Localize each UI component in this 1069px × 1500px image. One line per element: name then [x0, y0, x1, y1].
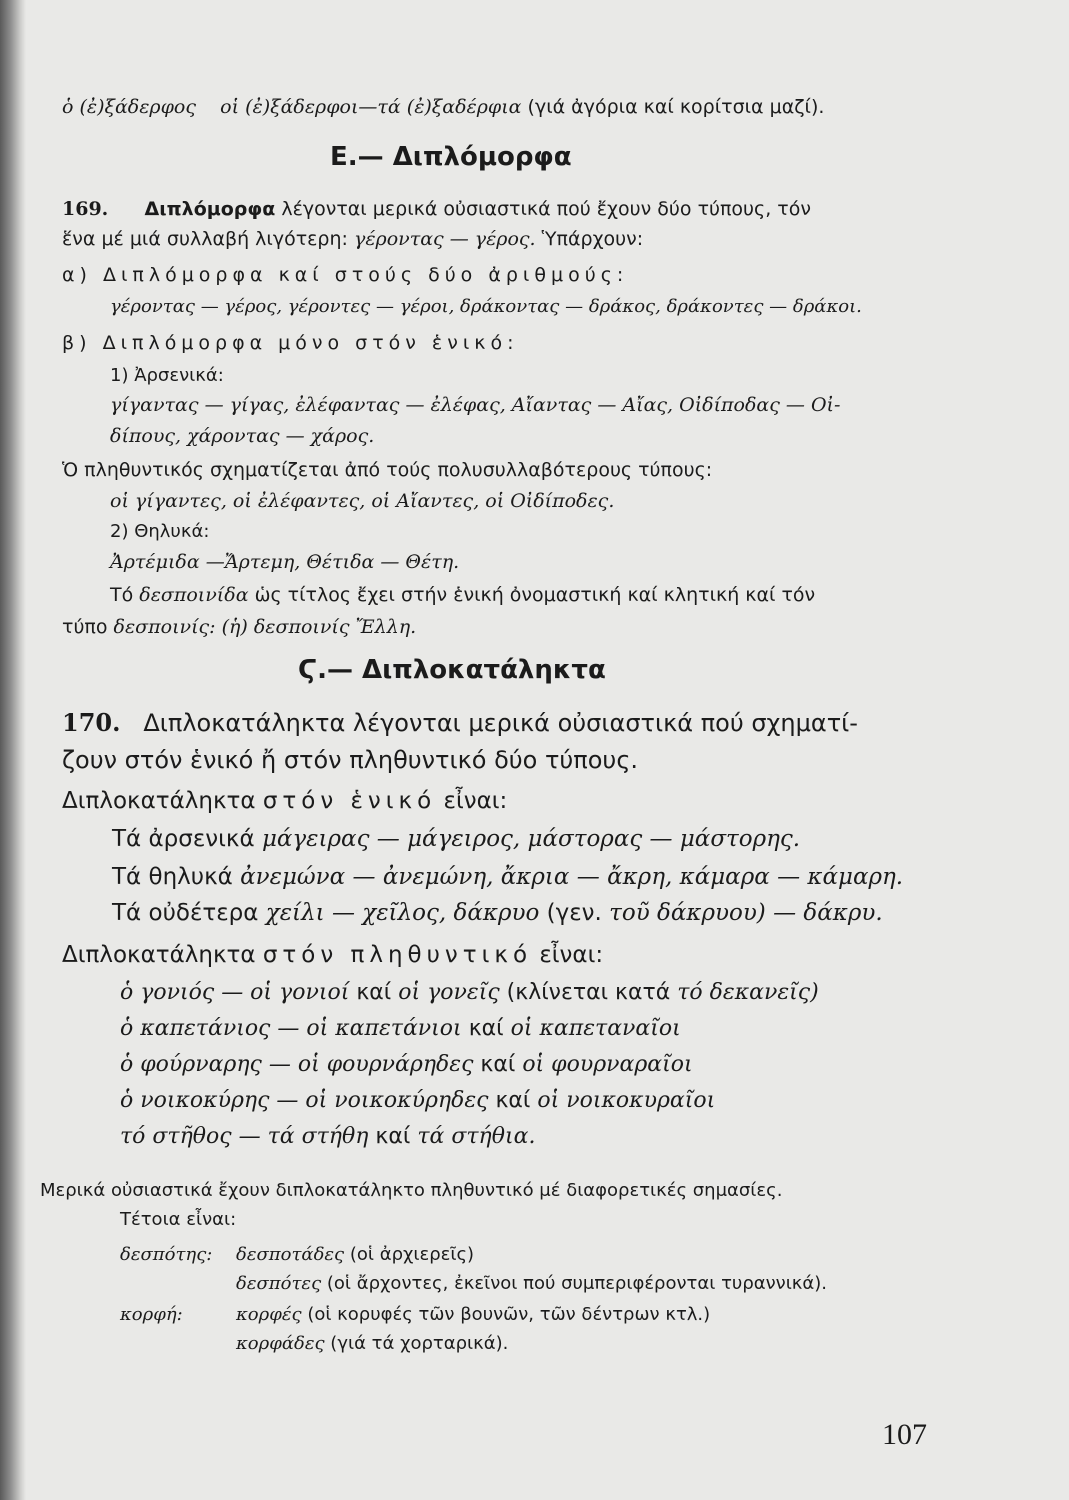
p170-pl3-b: καί — [480, 1052, 516, 1077]
p170-plural-row-1 — [120, 980, 819, 1005]
p169-note-line-1 — [110, 584, 815, 606]
p170-pl-b: στόν πληθυντικό — [262, 942, 533, 968]
p169-b2-examples: Ἀρτέμιδα —Ἄρτεμη, Θέτιδα — Θέτη. — [110, 551, 460, 573]
p170-masc-examples: μάγειρας — μάγειρος, μάστορας — μάστορης. — [261, 826, 801, 852]
note-line-2: Τέτοια εἶναι: — [120, 1209, 237, 1230]
note-k2-word: κορφάδες — [236, 1333, 325, 1354]
p170-plural-row-3 — [120, 1052, 693, 1077]
p170-plural-heading — [62, 942, 603, 968]
p169-note-2a: τύπο — [62, 616, 108, 638]
p169-b-label: β) Διπλόμορφα μόνο στόν ἑνικό: — [62, 332, 519, 354]
p169-text-2c: Ὑπάρχουν: — [541, 228, 644, 250]
p170-plural-row-2 — [120, 1016, 681, 1041]
section-e-title: Ε.— Διπλόμορφα — [330, 142, 572, 172]
p170-plural-row-5 — [120, 1124, 535, 1149]
p170-pl3-c: οἱ φουρναραῖοι — [522, 1052, 693, 1077]
note-korfi-1 — [236, 1304, 710, 1325]
note-d1-meaning: (οἱ ἀρχιερεῖς) — [349, 1244, 475, 1265]
p170-sing-a: Διπλοκατάληκτα — [62, 788, 256, 814]
p170-pl5-a: τό στῆθος — τά στήθη — [120, 1124, 369, 1149]
p169-line-1 — [62, 198, 811, 220]
p169-term: Διπλόμορφα — [144, 198, 276, 220]
p170-fem-label: Τά θηλυκά — [112, 864, 233, 890]
p169-b1-label: 1) Ἀρσενικά: — [110, 365, 224, 386]
p169-note-1b: δεσποινίδα — [139, 584, 249, 606]
p170-feminine — [112, 864, 903, 890]
p169-plural-note: Ὁ πληθυντικός σχηματίζεται ἀπό τούς πολυσυλλαβότερους τύπους: — [62, 459, 713, 481]
p170-pl5-c: τά στήθια. — [417, 1124, 536, 1149]
p170-pl-a: Διπλοκατάληκτα — [62, 942, 256, 968]
p170-pl1-d: (κλίνεται κατά — [506, 980, 671, 1005]
note-k1-word: κορφές — [236, 1304, 302, 1325]
note-d2-meaning: (οἱ ἄρχοντες, ἐκεῖνοι πού συμπεριφέρονται τυραννικά). — [326, 1273, 828, 1294]
p170-line-1 — [62, 708, 858, 737]
p169-note-2b: δεσποινίς: (ἡ) δεσποινίς Ἔλλη. — [113, 616, 417, 638]
top-line-singular: ὁ (ἐ)ξάδερφος — [62, 96, 196, 118]
note-d1-word: δεσποτάδες — [236, 1244, 345, 1265]
p170-pl2-c: οἱ καπεταναῖοι — [510, 1016, 681, 1041]
p169-note-1a: Τό — [110, 584, 134, 606]
top-line-note: (γιά ἀγόρια καί κορίτσια μαζί). — [527, 96, 825, 118]
p170-sing-c: εἶναι: — [443, 788, 508, 814]
p170-masculine — [112, 826, 800, 852]
note-despotis-2 — [236, 1273, 827, 1294]
p169-number: 169. — [62, 198, 109, 220]
p170-pl1-c: οἱ γονεῖς — [398, 980, 500, 1005]
section-st-title: Ϛ.— Διπλοκατάληκτα — [298, 655, 606, 685]
p170-neu-gen: (γεν. — [546, 900, 602, 926]
p169-text-1: λέγονται μερικά οὐσιαστικά πού ἔχουν δύο τύπους, τόν — [281, 198, 811, 220]
note-d2-word: δεσπότες — [236, 1273, 322, 1294]
p169-text-2a: ἕνα μέ μιά συλλαβή λιγότερη: — [62, 228, 348, 250]
p169-line-2 — [62, 228, 643, 250]
p170-neuter — [112, 900, 883, 926]
p169-b1-examples-2: δίπους, χάροντας — χάρος. — [110, 425, 375, 447]
p170-neu-examples-2: τοῦ δάκρυου) — δάκρυ. — [609, 900, 883, 926]
note-line-1: Μερικά οὐσιαστικά ἔχουν διπλοκατάληκτο πληθυντικό μέ διαφορετικές σημασίες. — [40, 1180, 783, 1201]
p169-b1-examples-1: γίγαντας — γίγας, ἐλέφαντας — ἐλέφας, Αἴαντας — Αἴας, Οἰδίποδας — Οἰ- — [110, 394, 841, 416]
p169-a-label: α) Διπλόμορφα καί στούς δύο ἀριθμούς: — [62, 264, 629, 286]
note-k2-meaning: (γιά τά χορταρικά). — [330, 1333, 509, 1354]
p170-text-1: Διπλοκατάληκτα λέγονται μερικά οὐσιαστικά πού σχηματί- — [143, 709, 858, 737]
p170-pl2-a: ὁ καπετάνιος — οἱ καπετάνιοι — [120, 1016, 462, 1041]
p170-line-2: ζουν στόν ἑνικό ἤ στόν πληθυντικό δύο τύπους. — [62, 746, 639, 774]
p170-fem-examples: ἀνεμώνα — ἀνεμώνη, ἄκρια — ἄκρη, κάμαρα — κάμαρη. — [240, 864, 904, 890]
p170-neu-label: Τά οὐδέτερα — [112, 900, 259, 926]
p170-pl4-b: καί — [495, 1088, 531, 1113]
top-line — [62, 96, 824, 118]
p169-a-examples: γέροντας — γέρος, γέροντες — γέροι, δράκοντας — δράκος, δράκοντες — δράκοι. — [110, 296, 862, 317]
p169-b2-label: 2) Θηλυκά: — [110, 521, 210, 542]
p170-sing-b: στόν ἑνικό — [262, 788, 437, 814]
p170-pl4-a: ὁ νοικοκύρης — οἱ νοικοκύρηδες — [120, 1088, 489, 1113]
p170-pl4-c: οἱ νοικοκυραῖοι — [537, 1088, 716, 1113]
note-k1-meaning: (οἱ κορυφές τῶν βουνῶν, τῶν δέντρων κτλ.) — [307, 1304, 711, 1325]
p170-neu-examples-1: χείλι — χεῖλος, δάκρυο — [265, 900, 540, 926]
p169-plural-examples: οἱ γίγαντες, οἱ ἐλέφαντες, οἱ Αἴαντες, οἱ Οἰδίποδες. — [110, 490, 615, 512]
note-despotis-1 — [236, 1244, 474, 1265]
note-korfi-2 — [236, 1333, 508, 1354]
p170-pl1-e: τό δεκανεῖς) — [677, 980, 819, 1005]
p169-note-line-2 — [62, 616, 416, 638]
note-word-korfi: κορφή: — [120, 1304, 183, 1325]
p170-singular-heading — [62, 788, 507, 814]
p170-pl1-b: καί — [356, 980, 392, 1005]
p170-pl3-a: ὁ φούρναρης — οἱ φουρνάρηδες — [120, 1052, 474, 1077]
p170-masc-label: Τά ἀρσενικά — [112, 826, 255, 852]
p170-pl2-b: καί — [468, 1016, 504, 1041]
top-line-plural: οἱ (ἐ)ξάδερφοι—τά (ἐ)ξαδέρφια — [220, 96, 522, 118]
p169-note-1c: ὡς τίτλος ἔχει στήν ἑνική ὀνομαστική καί κλητική καί τόν — [254, 584, 816, 606]
p169-text-2b: γέροντας — γέρος. — [353, 228, 536, 250]
p170-number: 170. — [62, 708, 121, 737]
p170-plural-row-4 — [120, 1088, 715, 1113]
p170-pl5-b: καί — [375, 1124, 411, 1149]
binding-shadow — [0, 0, 26, 1500]
page-number: 107 — [882, 1418, 927, 1451]
p170-pl1-a: ὁ γονιός — οἱ γονιοί — [120, 980, 350, 1005]
note-word-despotis: δεσπότης: — [120, 1244, 213, 1265]
p170-pl-c: εἶναι: — [539, 942, 604, 968]
